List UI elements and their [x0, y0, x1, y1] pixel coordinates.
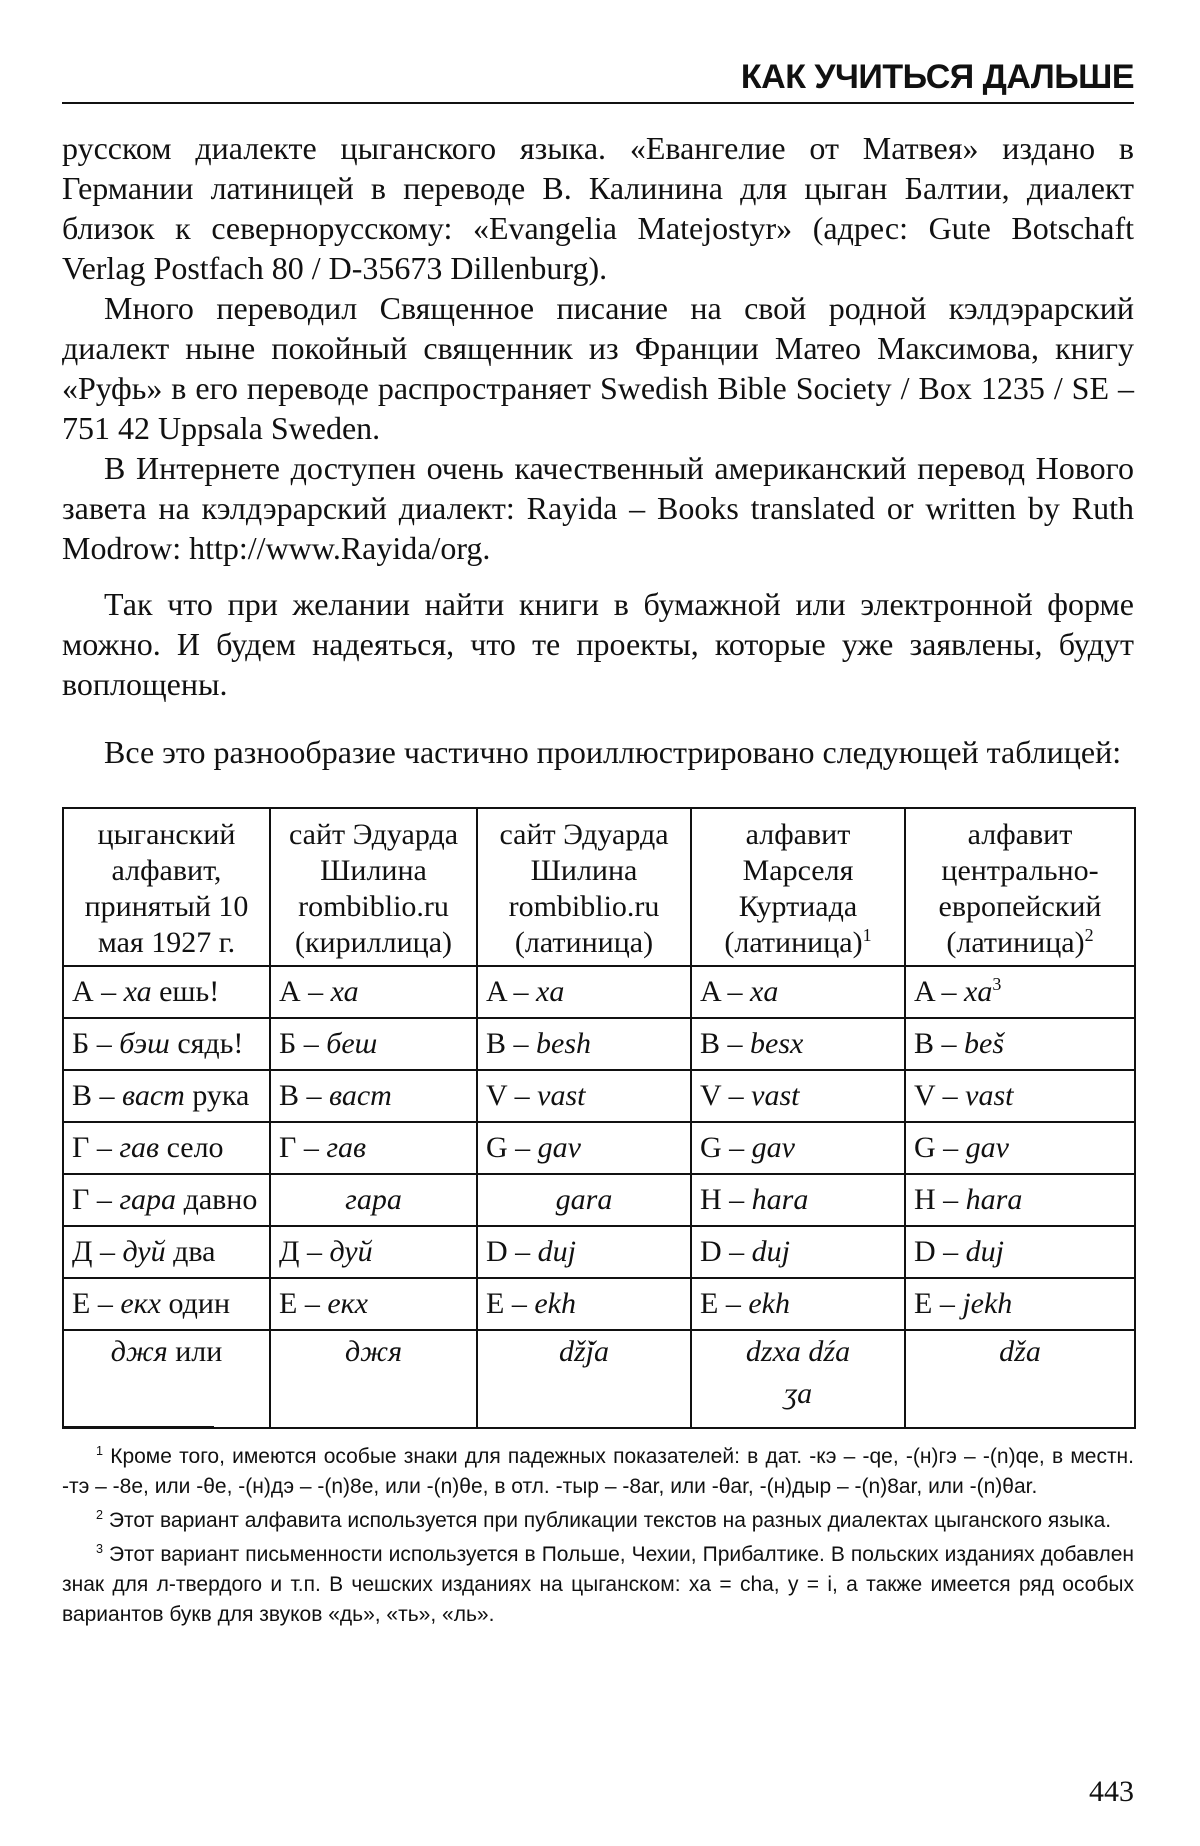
table-cell [270, 1122, 477, 1174]
cell-letter: V – [914, 1079, 966, 1112]
table-cell [691, 1070, 905, 1122]
table-row [63, 1018, 1135, 1070]
cell-letter: А – [279, 975, 331, 1008]
footnote-ref: 3 [992, 974, 1002, 994]
cell-word: екх [120, 1287, 161, 1320]
cell-word: беш [326, 1027, 378, 1060]
book-page [62, 0, 1134, 1846]
cell-word: vast [751, 1079, 800, 1112]
cell-letter: D – [486, 1235, 538, 1268]
cell-letter: Г – [72, 1131, 120, 1164]
table-cell [477, 1278, 691, 1330]
table-cell [691, 1174, 905, 1226]
table-row [63, 1070, 1135, 1122]
table-cell [270, 966, 477, 1018]
cell-word: гара [119, 1183, 177, 1216]
cell-word: dzxa dźa [745, 1335, 851, 1368]
cell-word: джя [110, 1335, 168, 1368]
table-cell [270, 1278, 477, 1330]
table-cell [477, 1122, 691, 1174]
paragraph: Много переводил Священное писание на свой родной кэлдэрарский диалект ныне покойный священник из Франции Матео Максимова, книгу «Руфь» в его переводе распространяет Swedish Bible Society / Box 1235 / SE – 751 42 Uppsala Sweden. [62, 290, 1134, 446]
table-cell [63, 1018, 270, 1070]
cell-word: gav [965, 1131, 1009, 1164]
cell-word: xa [750, 975, 779, 1008]
column-header: алфавит центрально-европейский (латиница)$^2$ [905, 808, 1135, 966]
cell-letter: A – [914, 975, 965, 1008]
cell-word: duj [537, 1235, 577, 1268]
cell-word: ʒa [783, 1377, 813, 1410]
cell-word: duj [965, 1235, 1005, 1268]
table-cell [691, 1226, 905, 1278]
cell-letter: E – [700, 1287, 749, 1320]
cell-letter: Е – [72, 1287, 121, 1320]
cell-letter: Г – [279, 1131, 327, 1164]
cell-word: васт [122, 1079, 185, 1112]
table-cell [691, 1122, 905, 1174]
table-cell [270, 1330, 477, 1428]
table-row [63, 966, 1135, 1018]
table-cell [691, 1018, 905, 1070]
table-cell [477, 1018, 691, 1070]
cell-letter: Б – [72, 1027, 120, 1060]
table-cell [905, 1330, 1135, 1428]
cell-gloss: один [161, 1287, 231, 1320]
alphabet-table [62, 807, 1136, 1429]
cell-letter: V – [700, 1079, 752, 1112]
cell-letter: B – [486, 1027, 537, 1060]
footnote-mark: 1 [96, 1444, 104, 1458]
footnotes [62, 1442, 1134, 1634]
header-rule [62, 102, 1134, 104]
cell-word: xa [964, 975, 993, 1008]
cell-word: джя [344, 1335, 403, 1368]
page-number: 443 [1089, 1775, 1134, 1808]
cell-word: dža [999, 1335, 1041, 1368]
cell-letter: B – [700, 1027, 751, 1060]
column-header: сайт Эдуарда Шилина rombiblio.ru (латиница) [477, 808, 691, 966]
cell-letter: H – [914, 1183, 966, 1216]
cell-gloss: сядь! [169, 1027, 244, 1060]
table-cell [905, 966, 1135, 1018]
table-cell [905, 1122, 1135, 1174]
cell-letter: A – [486, 975, 537, 1008]
cell-gloss: рука [184, 1079, 250, 1112]
cell-letter: B – [914, 1027, 965, 1060]
cell-word: gav [537, 1131, 581, 1164]
table-cell [477, 1330, 691, 1428]
table-cell [270, 1174, 477, 1226]
cell-gloss: или [167, 1335, 223, 1368]
cell-letter: E – [914, 1287, 963, 1320]
table-cell [63, 966, 270, 1018]
footnote-rule [62, 1426, 214, 1428]
table-cell [63, 1174, 270, 1226]
table-cell [477, 966, 691, 1018]
cell-word: dž̌ja [558, 1335, 609, 1368]
cell-letter: В – [279, 1079, 330, 1112]
cell-letter: В – [72, 1079, 123, 1112]
cell-word: gara [555, 1183, 613, 1216]
footnote-ref: 2 [1084, 925, 1094, 945]
cell-word: дуй [122, 1235, 166, 1268]
paragraph: русском диалекте цыганского языка. «Евангелие от Матвея» издано в Германии латиницей в переводе В. Калинина для цыган Балтии, диалект близок к севернорусскому: «Evangelia Matejostyr» (адрес: Gute Botschaft Verlag Postfach 80 / D-35673 Dillenburg). [62, 130, 1134, 286]
table-cell [270, 1018, 477, 1070]
table-cell [477, 1174, 691, 1226]
table-cell [691, 1278, 905, 1330]
cell-letter: А – [72, 975, 124, 1008]
table-cell [63, 1122, 270, 1174]
cell-word: бэш [119, 1027, 170, 1060]
cell-word: гав [326, 1131, 367, 1164]
table-cell [270, 1226, 477, 1278]
cell-letter: V – [486, 1079, 538, 1112]
table-cell [63, 1278, 270, 1330]
cell-letter: A – [700, 975, 751, 1008]
cell-gloss: давно [176, 1183, 258, 1216]
cell-word: гара [345, 1183, 402, 1216]
cell-letter: E – [486, 1287, 535, 1320]
body-text [62, 128, 1134, 772]
footnote: $^1$ Кроме того, имеются особые знаки для падежных показателей: в дат. -кэ – -qe, -(н)гэ – -(n)qe, в местн. -тэ – -8e, или -θe, -(н)дэ – -(n)8e, или -(n)θe, в отл. -тыр – -8ar, или -θar, -(н)дыр – -(n)8ar, или -(n)θar. [62, 1444, 1134, 1498]
footnote-mark: 2 [96, 1508, 104, 1522]
table-cell [905, 1018, 1135, 1070]
cell-word: vast [965, 1079, 1014, 1112]
cell-word: besx [750, 1027, 804, 1060]
cell-word: duj [751, 1235, 791, 1268]
footnote: $^3$ Этот вариант письменности используется в Польше, Чехии, Прибалтике. В польских изданиях добавлен знак для л-твердого и т.п. В чешских изданиях на цыганском: xa = cha, y = i, а также имеется ряд особых вариантов букв для звуков «дь», «ть», «ль». [62, 1542, 1134, 1626]
cell-word: дуй [329, 1235, 373, 1268]
cell-word: jekh [962, 1287, 1013, 1320]
cell-letter: G – [486, 1131, 538, 1164]
cell-letter: Д – [72, 1235, 123, 1268]
running-title: КАК УЧИТЬСЯ ДАЛЬШЕ [740, 58, 1134, 96]
table-cell [63, 1226, 270, 1278]
table-cell [477, 1226, 691, 1278]
cell-word: гав [119, 1131, 160, 1164]
table-cell [905, 1070, 1135, 1122]
cell-word: vast [537, 1079, 586, 1112]
table-cell [905, 1278, 1135, 1330]
cell-word: hara [965, 1183, 1023, 1216]
table-row [63, 1330, 1135, 1428]
cell-word: hara [751, 1183, 809, 1216]
table-cell [63, 1070, 270, 1122]
table-cell [691, 1330, 905, 1428]
cell-word: ekh [748, 1287, 790, 1320]
paragraph: Так что при желании найти книги в бумажной или электронной форме можно. И будем надеяться, что те проекты, которые уже заявлены, будут воплощены. [62, 586, 1134, 702]
cell-word: ekh [534, 1287, 576, 1320]
footnote-mark: 3 [96, 1542, 104, 1556]
cell-gloss: ешь! [151, 975, 220, 1008]
cell-word: besh [536, 1027, 592, 1060]
cell-word: екх [327, 1287, 368, 1320]
cell-letter: D – [700, 1235, 752, 1268]
table-row [63, 1226, 1135, 1278]
cell-word: gav [751, 1131, 795, 1164]
table-row [63, 1174, 1135, 1226]
table-header-row [63, 808, 1135, 966]
table-cell [270, 1070, 477, 1122]
column-header: цыганский алфавит, принятый 10 мая 1927 г. [63, 808, 270, 966]
column-header: сайт Эдуарда Шилина rombiblio.ru (кириллица) [270, 808, 477, 966]
table-cell [905, 1226, 1135, 1278]
cell-gloss: село [159, 1131, 224, 1164]
cell-word: xa [536, 975, 565, 1008]
cell-letter: Е – [279, 1287, 328, 1320]
table-row [63, 1122, 1135, 1174]
cell-word: ха [330, 975, 359, 1008]
table-cell [691, 966, 905, 1018]
footnote: $^2$ Этот вариант алфавита используется при публикации текстов на разных диалектах цыганского языка. [96, 1508, 1112, 1532]
cell-word: ха [123, 975, 152, 1008]
cell-letter: H – [700, 1183, 752, 1216]
cell-letter: G – [914, 1131, 966, 1164]
table-row [63, 1278, 1135, 1330]
cell-letter: Д – [279, 1235, 330, 1268]
table-cell [477, 1070, 691, 1122]
cell-letter: D – [914, 1235, 966, 1268]
footnote-ref: 1 [862, 925, 872, 945]
paragraph: Все это разнообразие частично проиллюстрировано следующей таблицей: [104, 734, 1122, 770]
table-cell [63, 1330, 270, 1428]
cell-letter: G – [700, 1131, 752, 1164]
cell-letter: Б – [279, 1027, 327, 1060]
paragraph: В Интернете доступен очень качественный американский перевод Нового завета на кэлдэрарский диалект: Rayida – Books translated or written by Ruth Modrow: http://www.Rayida/org. [62, 450, 1134, 566]
cell-word: васт [329, 1079, 392, 1112]
cell-word: beš [964, 1027, 1005, 1060]
cell-gloss: два [165, 1235, 216, 1268]
table-cell [905, 1174, 1135, 1226]
column-header: алфавит Марселя Куртиада (латиница)$^1$ [691, 808, 905, 966]
table-body [63, 966, 1135, 1428]
cell-letter: Г – [72, 1183, 120, 1216]
